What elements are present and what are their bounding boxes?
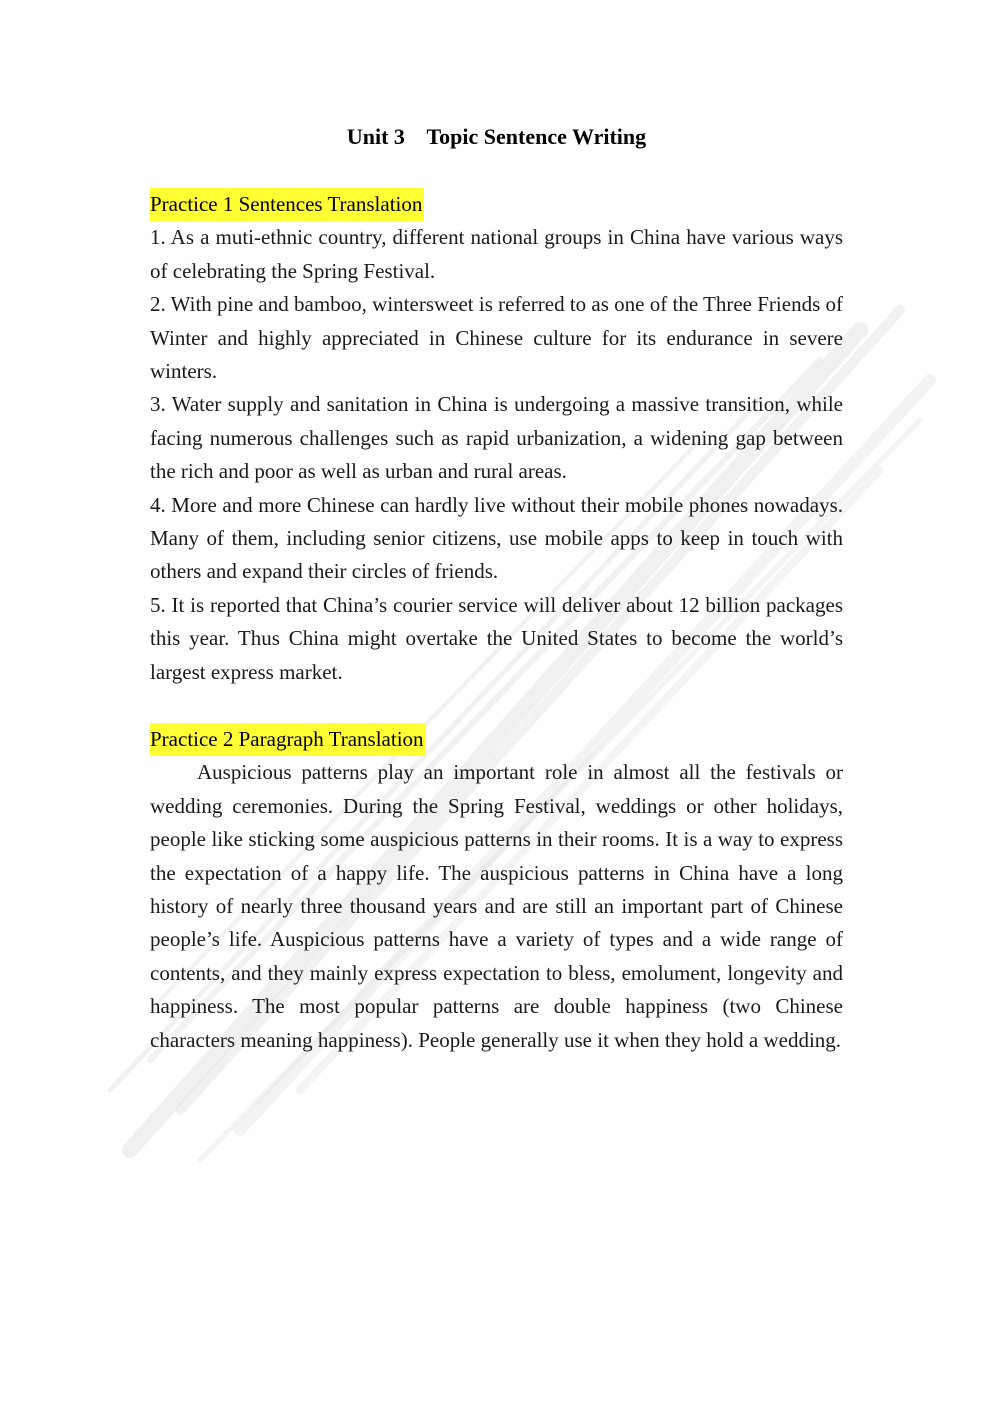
paragraph: Auspicious patterns play an important role in almost all the festivals or wedding ceremonies. During the Spring Festival, weddings or other holidays, people like sticking some auspicious patterns in their rooms. It is a way to express the expectation of a happy life. The auspicious patterns in China have a long history of nearly three thousand years and are still an important part of Chinese people’s life. Auspicious patterns have a variety of types and a wide range of contents, and they mainly express expectation to bless, emolument, longevity and happiness. The most popular patterns are double happiness (two Chinese characters meaning happiness). People generally use it when they hold a wedding. <box>150 760 843 1052</box>
list-item: 5. It is reported that China’s courier service will deliver about 12 billion packages this year. Thus China might overtake the United States to become the world’s largest express market. <box>150 592 843 684</box>
list-item: 2. With pine and bamboo, wintersweet is referred to as one of the Three Friends of Winter and highly appreciated in Chinese culture for its endurance in severe winters. <box>150 292 843 384</box>
page-title: Unit 3 Topic Sentence Writing <box>346 124 647 149</box>
list-item: 4. More and more Chinese can hardly live without their mobile phones nowadays. Many of them, including senior citizens, use mobile apps to keep in touch with others and expand their circles of friends. <box>150 492 843 584</box>
practice-1-section <box>150 188 843 689</box>
practice-1-heading: Practice 1 Sentences Translation <box>150 188 424 221</box>
list-item: 1. As a muti-ethnic country, different national groups in China have various ways of celebrating the Spring Festival. <box>150 225 843 283</box>
practice-2-heading: Practice 2 Paragraph Translation <box>150 723 426 756</box>
practice-2-section <box>150 723 843 1057</box>
list-item: 3. Water supply and sanitation in China is undergoing a massive transition, while facing numerous challenges such as rapid urbanization, a widening gap between the rich and poor as well as urban and rural areas. <box>150 392 843 484</box>
